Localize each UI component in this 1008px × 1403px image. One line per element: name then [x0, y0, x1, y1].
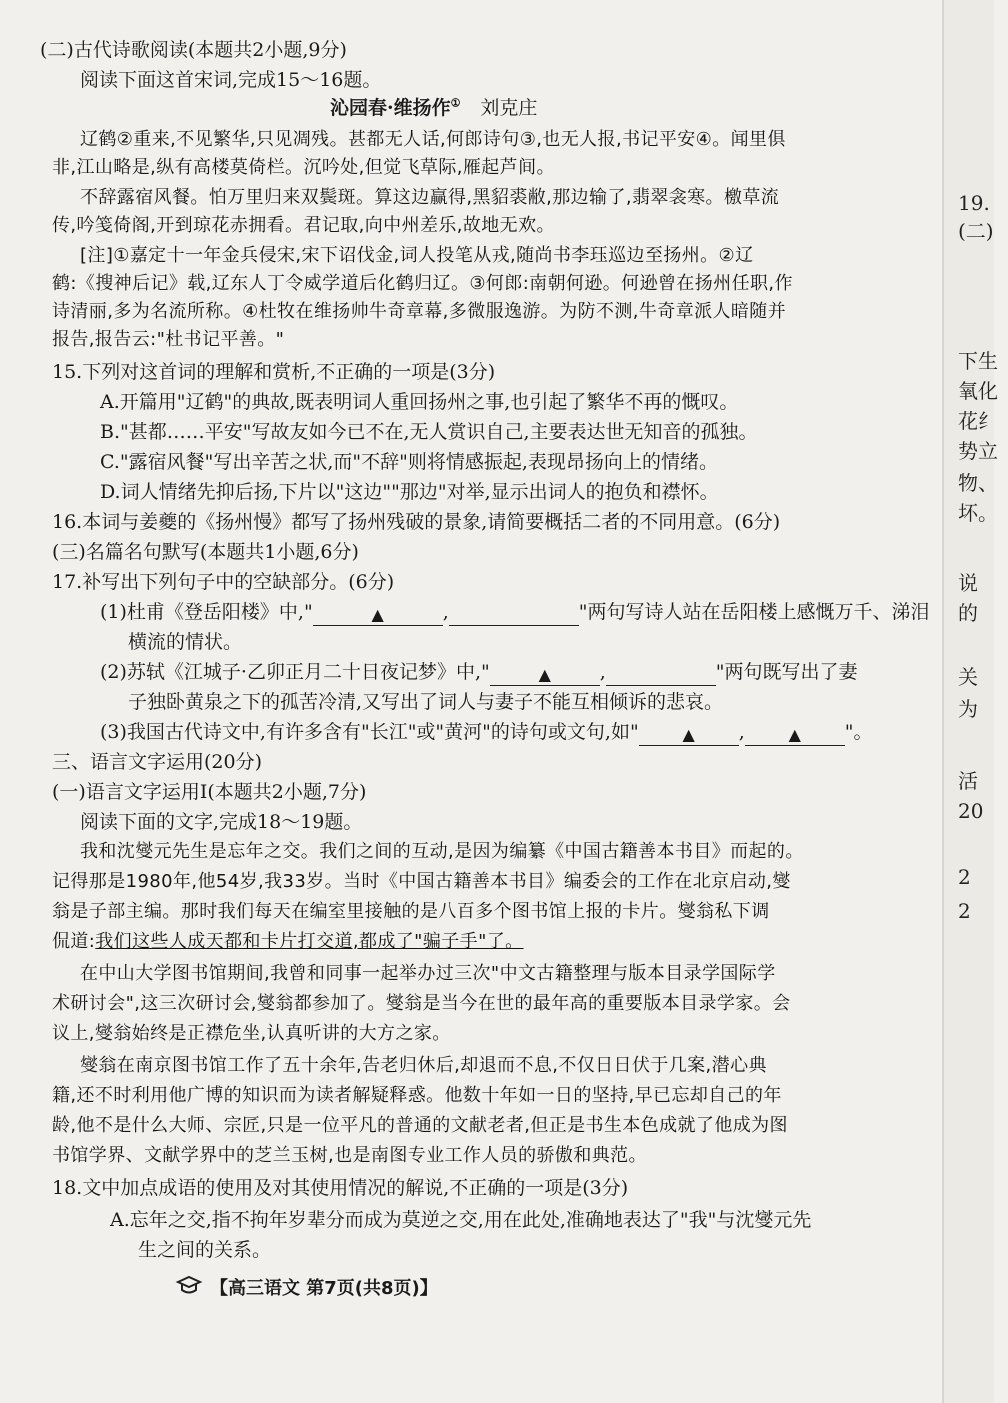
question-17-item-2-cont: 子独卧黄泉之下的孤苦冷清,又写出了词人与妻子不能互相倾诉的悲哀。 — [128, 691, 724, 713]
answer-blank[interactable] — [449, 603, 579, 626]
question-17-stem: 17.补写出下列句子中的空缺部分。(6分) — [52, 571, 395, 593]
edge-fragment: 为 — [958, 697, 978, 721]
edge-fragment: 2 — [958, 899, 971, 923]
edge-fragment: 氧化 — [958, 379, 998, 403]
question-18-option-a-cont: 生之间的关系。 — [138, 1239, 272, 1261]
poem-note-line: 诗清丽,多为名流所称。④杜牧在维扬帅牛奇章幕,多微服逸游。为防不测,牛奇章派人暗随并 — [52, 301, 787, 322]
edge-fragment: 19. — [958, 191, 990, 215]
poem-note-line: 鹤:《搜神后记》载,辽东人丁令威学道后化鹤归辽。③何郎:南朝何逊。何逊曾在扬州任职,作 — [52, 273, 793, 294]
edge-fragment: 花纟 — [958, 409, 998, 433]
adjacent-page-edge — [942, 0, 998, 1403]
poem-note-line: [注]①嘉定十一年金兵侵宋,宋下诏伐金,词人投笔从戎,随尚书李珏巡边至扬州。②辽 — [80, 245, 754, 266]
edge-fragment: 活 — [958, 769, 978, 793]
question-17-item-1: (1)杜甫《登岳阳楼》中," ▲ , "两句写诗人站在岳阳楼上感慨万千、涕泪 — [100, 601, 930, 624]
poem-title: 沁园春·维扬作 — [330, 97, 451, 119]
poem-line: 辽鹤②重来,不见繁华,只见凋残。甚都无人话,何郎诗句③,也无人报,书记平安④。闻里俱 — [80, 129, 786, 150]
edge-fragment: 关 — [958, 665, 978, 689]
underlined-sentence: 我们这些人成天都和卡片打交道,都成了"骗子手"了。 — [95, 931, 524, 952]
question-15-option-c: C."露宿风餐"写出辛苦之状,而"不辞"则将情感振起,表现昂扬向上的情绪。 — [100, 451, 718, 473]
edge-fragment: 下生 — [958, 349, 998, 373]
poem-line: 传,吟笺倚阁,开到琼花赤拥看。君记取,向中州差乐,故地无欢。 — [52, 215, 555, 236]
edge-fragment: 势立 — [958, 439, 998, 463]
language-section-header: 三、语言文字运用(20分) — [52, 751, 263, 773]
passage-line: 记得那是1980年,他54岁,我33岁。当时《中国古籍善本书目》编委会的工作在北京启动,燮 — [52, 871, 791, 892]
poem-line: 非,江山略是,纵有高楼莫倚栏。沉吟处,但觉飞草际,雁起芦间。 — [52, 157, 555, 178]
poem-author: 刘克庄 — [480, 97, 538, 119]
answer-blank[interactable] — [639, 723, 739, 746]
question-15-option-b: B."甚都……平安"写故友如今已不在,无人赏识自己,主要表达世无知音的孤独。 — [100, 421, 758, 443]
question-15-option-d: D.词人情绪先抑后扬,下片以"这边""那边"对举,显示出词人的抱负和襟怀。 — [100, 481, 719, 503]
blank-marker-icon: ▲ — [682, 725, 695, 744]
graduation-cap-icon — [176, 1274, 202, 1296]
question-15-stem: 15.下列对这首词的理解和赏析,不正确的一项是(3分) — [52, 361, 496, 383]
passage-line: 术研讨会",这三次研讨会,燮翁都参加了。燮翁是当今在世的最年高的重要版本目录学家。会 — [52, 993, 791, 1014]
edge-fragment: 20 — [958, 799, 984, 823]
poetry-instruction: 阅读下面这首宋词,完成15～16题。 — [80, 69, 382, 91]
poem-line: 不辞露宿风餐。怕万里归来双鬓斑。算这边赢得,黑貂裘敝,那边输了,翡翠衾寒。檄草流 — [80, 187, 780, 208]
question-18-stem: 18.文中加点成语的使用及对其使用情况的解说,不正确的一项是(3分) — [52, 1177, 629, 1199]
poem-note-line: 报告,报告云:"杜书记平善。" — [52, 329, 285, 350]
passage-line: 龄,他不是什么大师、宗匠,只是一位平凡的普通的文献老者,但正是书生本色成就了他成为图 — [52, 1115, 788, 1136]
blank-marker-icon: ▲ — [788, 725, 801, 744]
answer-blank[interactable] — [745, 723, 845, 746]
question-17-item-2: (2)苏轼《江城子·乙卯正月二十日夜记梦》中," ▲ , "两句既写出了妻 — [100, 661, 858, 684]
passage-line: 议上,燮翁始终是正襟危坐,认真听讲的大方之家。 — [52, 1023, 451, 1044]
passage-line: 书馆学界、文献学界中的芝兰玉树,也是南图专业工作人员的骄傲和典范。 — [52, 1145, 647, 1166]
language-subsection-header: (一)语言文字运用Ⅰ(本题共2小题,7分) — [52, 781, 367, 803]
edge-fragment: 物、 — [958, 471, 998, 495]
passage-line: 我和沈燮元先生是忘年之交。我们之间的互动,是因为编纂《中国古籍善本书目》而起的。 — [80, 841, 804, 862]
question-17-item-1-cont: 横流的情状。 — [128, 631, 243, 653]
language-instruction: 阅读下面的文字,完成18～19题。 — [80, 811, 363, 833]
edge-fragment: 的 — [958, 601, 978, 625]
answer-blank[interactable] — [313, 603, 443, 626]
poem-title-line — [330, 93, 537, 120]
poetry-section-header: (二)古代诗歌阅读(本题共2小题,9分) — [40, 39, 347, 61]
answer-blank[interactable] — [606, 663, 716, 686]
edge-fragment: 坏。 — [958, 501, 998, 525]
recitation-section-header: (三)名篇名句默写(本题共1小题,6分) — [52, 541, 359, 563]
question-15-option-a: A.开篇用"辽鹤"的典故,既表明词人重回扬州之事,也引起了繁华不再的慨叹。 — [100, 391, 739, 413]
question-17-item-3: (3)我国古代诗文中,有许多含有"长江"或"黄河"的诗句或文句,如" ▲ , ▲ "。 — [100, 721, 873, 744]
page-footer: 【高三语文 第7页(共8页)】 — [210, 1278, 438, 1299]
edge-fragment: (二) — [958, 219, 994, 243]
question-18-option-a: A.忘年之交,指不拘年岁辈分而成为莫逆之交,用在此处,准确地表达了"我"与沈燮元先 — [110, 1209, 812, 1231]
edge-fragment: 2 — [958, 865, 971, 889]
poem-title-note: ① — [450, 96, 461, 110]
edge-fragment: 说 — [958, 571, 978, 595]
question-16: 16.本词与姜夔的《扬州慢》都写了扬州残破的景象,请简要概括二者的不同用意。(6分) — [52, 511, 781, 533]
passage-line: 燮翁在南京图书馆工作了五十余年,告老归休后,却退而不息,不仅日日伏于几案,潜心典 — [80, 1055, 767, 1076]
passage-line: 在中山大学图书馆期间,我曾和同事一起举办过三次"中文古籍整理与版本目录学国际学 — [80, 963, 776, 984]
passage-line: 籍,还不时利用他广博的知识而为读者解疑释惑。他数十年如一日的坚持,早已忘却自己的年 — [52, 1085, 782, 1106]
blank-marker-icon: ▲ — [371, 605, 384, 624]
passage-line: 翁是子部主编。那时我们每天在编室里接触的是八百多个图书馆上报的卡片。燮翁私下调 — [52, 901, 770, 922]
answer-blank[interactable] — [490, 663, 600, 686]
passage-line: 侃道:我们这些人成天都和卡片打交道,都成了"骗子手"了。 — [52, 931, 524, 952]
blank-marker-icon: ▲ — [538, 665, 551, 684]
